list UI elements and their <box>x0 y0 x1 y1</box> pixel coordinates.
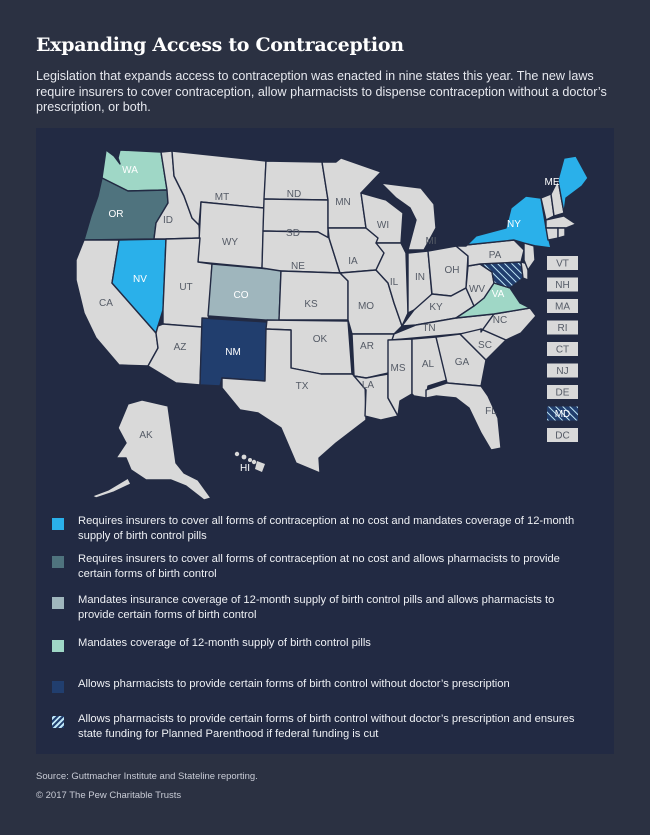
small-state-box-vt <box>547 256 578 270</box>
state-ny <box>456 196 551 248</box>
source-note: Source: Guttmacher Institute and Stateline reporting. <box>36 771 258 782</box>
state-label-wy: WY <box>221 237 239 248</box>
state-label-ca: CA <box>99 298 113 309</box>
state-me <box>558 156 588 213</box>
state-label-ky: KY <box>429 302 443 313</box>
map-panel <box>36 128 614 754</box>
legend-swatch <box>52 681 64 693</box>
page-title: Expanding Access to Contraception <box>36 34 404 56</box>
page-subtitle: Legislation that expands access to contraception was enacted in nine states this year. The new laws require insurers to cover contraception, allow pharmacists to dispense contraception without a doctor’s prescription, or both. <box>36 69 607 114</box>
state-label-mt: MT <box>214 192 230 203</box>
small-state-box-ct <box>547 342 578 356</box>
state-az <box>148 324 202 385</box>
legend-swatch <box>52 597 64 609</box>
svg-text:MA: MA <box>555 301 570 313</box>
state-label-tn: TN <box>422 323 436 334</box>
state-label-ks: KS <box>304 299 318 310</box>
state-label-ia: IA <box>348 256 358 267</box>
state-label-wa: WA <box>122 165 138 176</box>
legend-swatch <box>52 716 64 728</box>
legend-swatch <box>52 640 64 652</box>
legend-swatch <box>52 556 64 568</box>
svg-text:VT: VT <box>556 258 569 270</box>
state-label-wi: WI <box>376 220 390 231</box>
legend-label: Requires insurers to cover all forms of contraception at no cost and mandates coverage of 12-month supply of birth control pills <box>78 515 575 542</box>
svg-text:RI: RI <box>557 323 568 334</box>
state-label-co: CO <box>233 290 249 301</box>
state-label-nd: ND <box>286 189 302 200</box>
svg-text:DE: DE <box>555 387 570 399</box>
state-label-az: AZ <box>173 342 187 353</box>
state-label-nm: NM <box>225 347 241 358</box>
legend-swatch <box>52 518 64 530</box>
state-label-nc: NC <box>492 315 508 326</box>
state-label-la: LA <box>361 380 375 391</box>
state-label-ne: NE <box>291 261 305 272</box>
legend-label: Mandates coverage of 12-month supply of birth control pills <box>78 637 371 649</box>
small-state-box-ri <box>547 321 578 335</box>
state-label-me: ME <box>544 177 560 188</box>
legend-label: Allows pharmacists to provide certain forms of birth control without doctor’s prescription <box>78 678 510 690</box>
svg-text:NJ: NJ <box>556 366 569 377</box>
state-label-ms: MS <box>390 363 406 374</box>
small-state-box-nh <box>547 278 578 292</box>
svg-text:MD: MD <box>554 409 571 420</box>
state-label-tx: TX <box>295 381 309 392</box>
state-label-nv: NV <box>133 274 147 285</box>
copyright-note: © 2017 The Pew Charitable Trusts <box>36 790 182 801</box>
state-label-ak: AK <box>139 430 153 441</box>
svg-text:DC: DC <box>555 430 570 442</box>
small-state-box-nj <box>547 364 578 378</box>
svg-text:CT: CT <box>555 344 570 356</box>
state-label-ny: NY <box>507 219 521 230</box>
small-state-box-de <box>547 385 578 399</box>
state-nj <box>524 243 535 270</box>
state-label-pa: PA <box>488 250 502 261</box>
legend-label: Requires insurers to cover all forms of contraception at no cost and allows pharmacists to provide certain forms of birth control <box>78 553 560 580</box>
state-label-va: VA <box>491 289 505 300</box>
state-label-ok: OK <box>312 334 328 345</box>
state-label-mi: MI <box>425 236 437 247</box>
state-label-sd: SD <box>286 228 300 239</box>
state-label-oh: OH <box>444 265 460 276</box>
state-label-mo: MO <box>357 301 375 312</box>
state-wy <box>198 202 264 268</box>
state-label-in: IN <box>415 272 425 283</box>
state-ak-tail <box>92 478 131 498</box>
us-state-map <box>36 128 614 754</box>
state-ri <box>558 228 565 238</box>
state-label-ga: GA <box>454 357 470 368</box>
state-ct <box>546 228 558 240</box>
small-state-box-md <box>547 407 578 421</box>
state-label-id: ID <box>163 215 173 226</box>
state-label-fl: FL <box>485 406 497 417</box>
state-ms <box>388 339 412 416</box>
small-state-box-dc <box>547 428 578 442</box>
state-ks <box>279 271 348 320</box>
state-label-mn: MN <box>335 197 351 208</box>
state-label-ut: UT <box>179 282 193 293</box>
state-label-al: AL <box>421 359 435 370</box>
state-label-wv: WV <box>468 284 486 295</box>
state-label-hi: HI <box>240 463 250 474</box>
state-label-il: IL <box>389 277 399 288</box>
state-label-or: OR <box>108 209 124 220</box>
state-label-ar: AR <box>360 341 374 352</box>
legend-label: Mandates insurance coverage of 12-month supply of birth control pills and allows pharmacists to provide certain forms of birth control <box>78 594 555 621</box>
small-state-box-ma <box>547 299 578 313</box>
legend-label: Allows pharmacists to provide certain forms of birth control without doctor’s prescription and ensures state funding for Planned Parenthood if federal funding is cut <box>78 713 575 740</box>
svg-text:NH: NH <box>555 280 570 291</box>
state-label-sc: SC <box>478 340 492 351</box>
